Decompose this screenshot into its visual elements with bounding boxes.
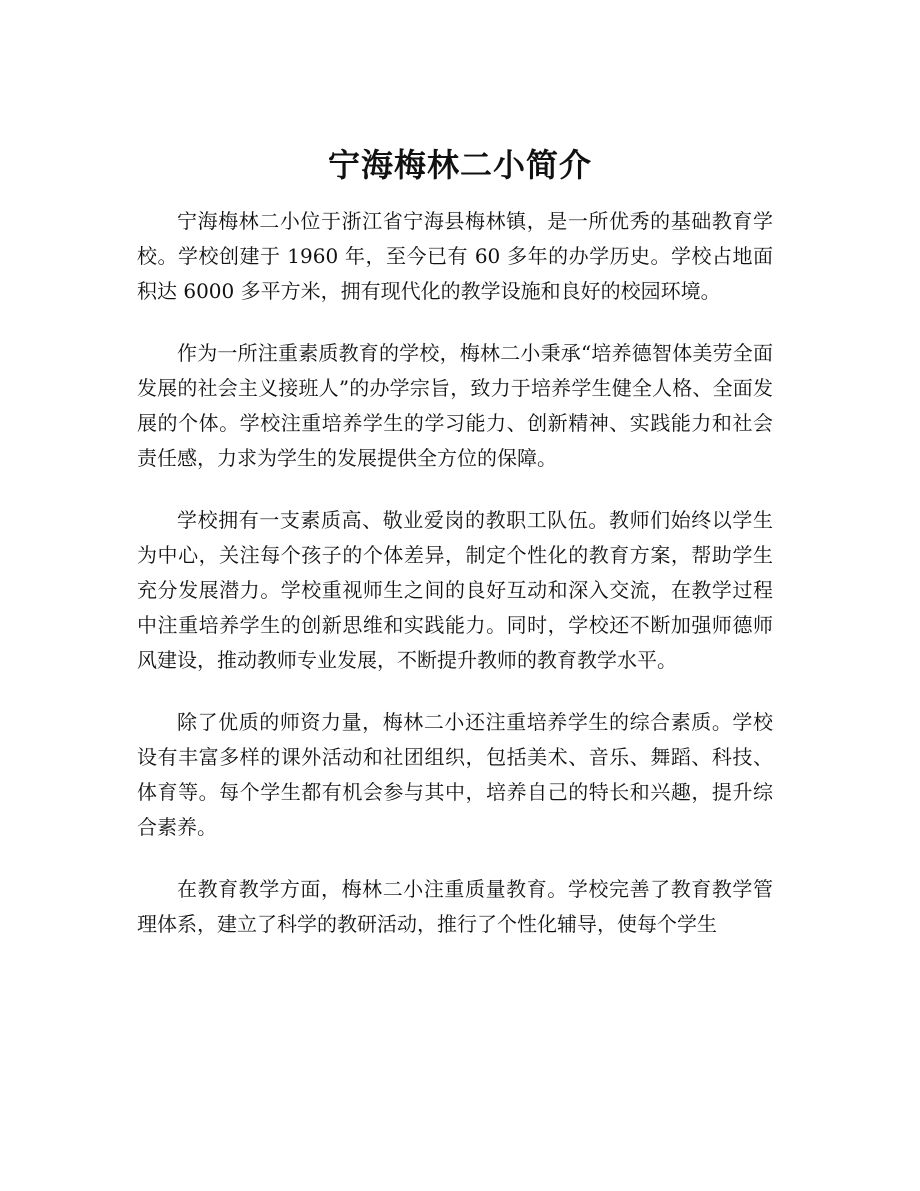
paragraph-2: 作为一所注重素质教育的学校，梅林二小秉承“培养德智体美劳全面发展的社会主义接班人”的办学宗旨，致力于培养学生健全人格、全面发展的个体。学校注重培养学生的学习能力、创新精神、实践能力和社会责任感，力求为学生的发展提供全方位的保障。 — [137, 341, 773, 470]
document-body — [137, 204, 773, 969]
document-title: 宁海梅林二小简介 — [327, 146, 592, 184]
paragraph-1: 宁海梅林二小位于浙江省宁海县梅林镇，是一所优秀的基础教育学校。学校创建于 1960 年，至今已有 60 多年的办学历史。学校占地面积达 6000 多平方米，拥有现代化的教学设施和良好的校园环境。 — [137, 209, 773, 303]
paragraph-4: 除了优质的师资力量，梅林二小还注重培养学生的综合素质。学校设有丰富多样的课外活动和社团组织，包括美术、音乐、舞蹈、科技、体育等。每个学生都有机会参与其中，培养自己的特长和兴趣，提升综合素养。 — [137, 710, 773, 839]
paragraph-5: 在教育教学方面，梅林二小注重质量教育。学校完善了教育教学管理体系，建立了科学的教研活动，推行了个性化辅导，使每个学生 — [137, 877, 773, 936]
paragraph-3: 学校拥有一支素质高、敬业爱岗的教职工队伍。教师们始终以学生为中心，关注每个孩子的个体差异，制定个性化的教育方案，帮助学生充分发展潜力。学校重视师生之间的良好互动和深入交流，在教学过程中注重培养学生的创新思维和实践能力。同时，学校还不断加强师德师风建设，推动教师专业发展，不断提升教师的教育教学水平。 — [137, 508, 773, 672]
